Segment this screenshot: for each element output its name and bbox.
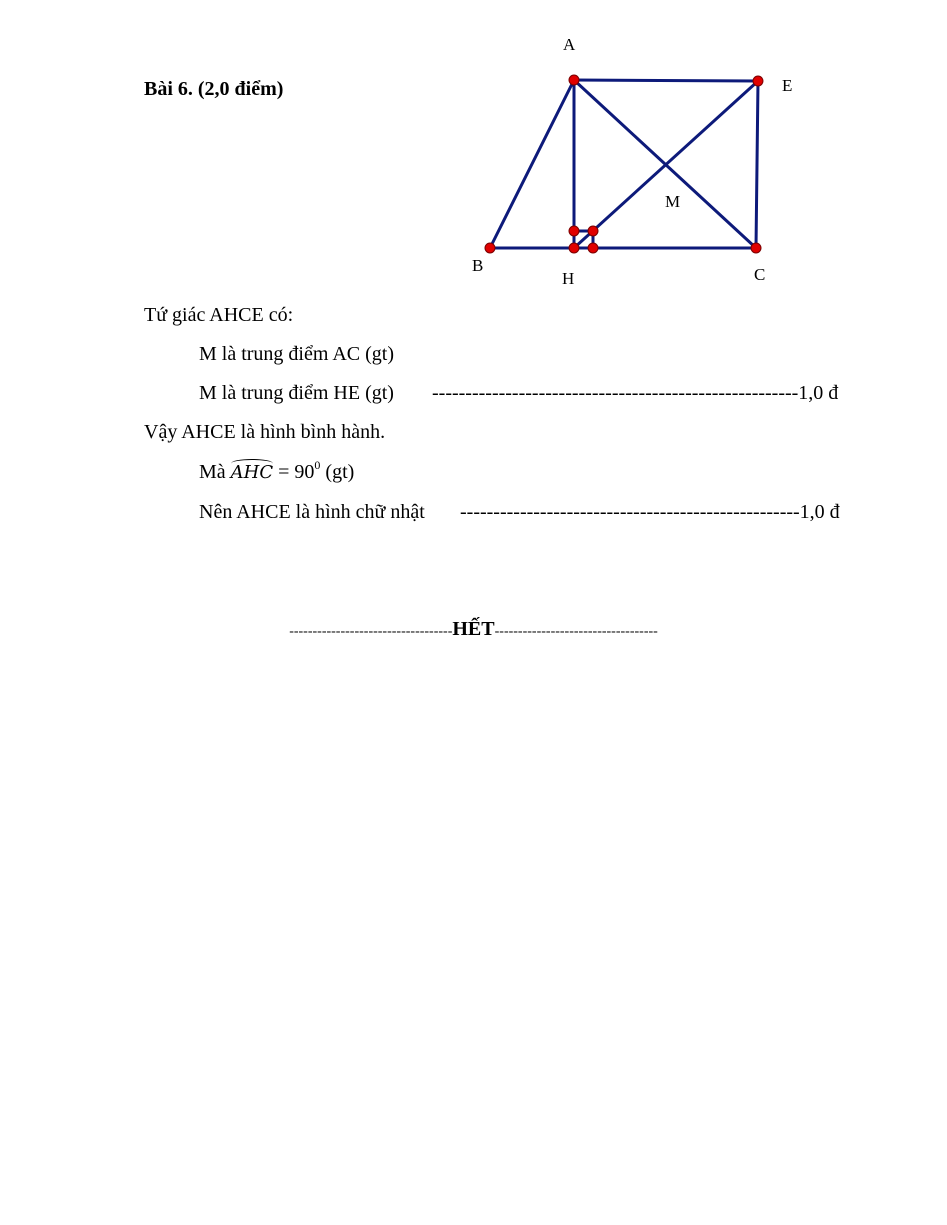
solution-line-6: Nên AHCE là hình chữ nhật: [199, 501, 425, 523]
label-B: B: [472, 256, 484, 275]
end-marker: [0, 618, 947, 641]
problem-title: Bài 6. (2,0 điểm): [144, 78, 284, 100]
end-left-dashes: -----------------------------------: [289, 624, 453, 639]
point-H: [569, 243, 579, 253]
segment-AB: [490, 80, 574, 248]
point-marker-1: [569, 226, 579, 236]
score-line-3: -------------------------------------------------------1,0 đ: [432, 382, 839, 404]
end-word: HẾT: [452, 618, 495, 640]
degree-sup: 0: [314, 458, 321, 472]
point-A: [569, 75, 579, 85]
label-C: C: [754, 265, 766, 284]
geometry-figure: [460, 30, 800, 295]
score-line-6: ---------------------------------------------------1,0 đ: [460, 501, 840, 523]
solution-line-4: Vậy AHCE là hình bình hành.: [144, 421, 386, 443]
line5-prefix: Mà: [199, 461, 226, 483]
line5-eq: = 90: [278, 461, 315, 483]
solution-line-1: Tứ giác AHCE có:: [144, 304, 294, 326]
solution-line-5: [199, 458, 355, 484]
line5-suffix: (gt): [325, 461, 355, 483]
label-M: M: [665, 192, 681, 211]
segment-EC: [756, 81, 758, 248]
point-E: [753, 76, 763, 86]
label-A: A: [563, 35, 576, 54]
point-marker-3: [588, 243, 598, 253]
point-marker-2: [588, 226, 598, 236]
label-E: E: [782, 76, 793, 95]
segment-AE: [574, 80, 758, 81]
end-right-dashes: -----------------------------------: [494, 624, 658, 639]
angle-text: AHC: [230, 462, 274, 483]
point-C: [751, 243, 761, 253]
angle-AHC: [231, 462, 273, 483]
label-H: H: [562, 269, 575, 288]
angle-hat: [231, 459, 273, 468]
point-B: [485, 243, 495, 253]
solution-line-3: M là trung điểm HE (gt): [199, 382, 394, 404]
solution-line-2: M là trung điểm AC (gt): [199, 343, 394, 365]
